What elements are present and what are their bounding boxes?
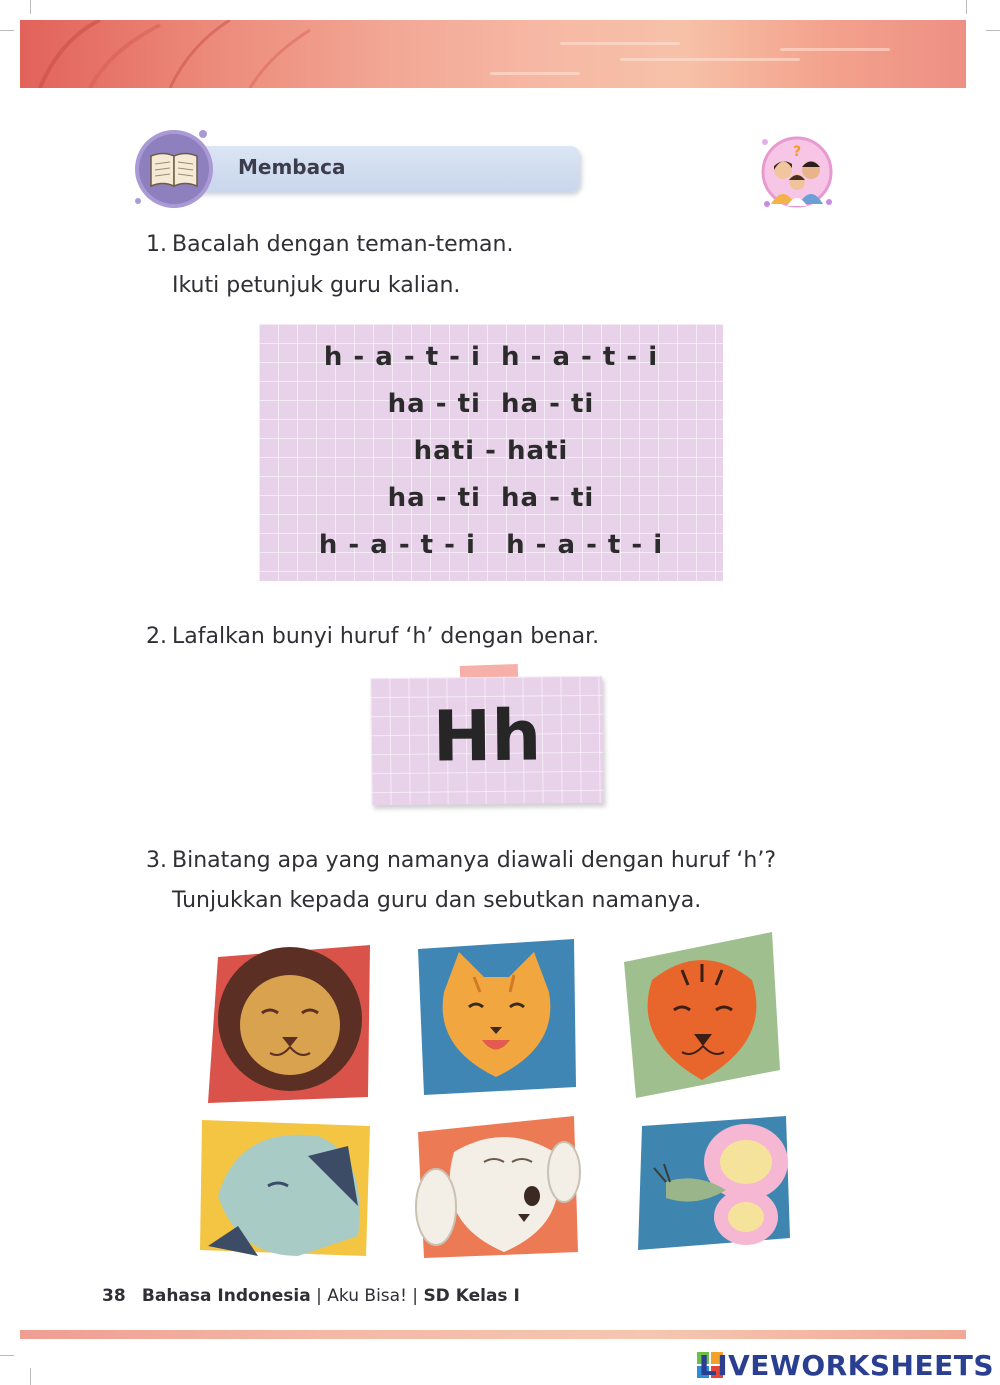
crop-mark (0, 1355, 14, 1356)
svg-text:?: ? (792, 144, 802, 160)
syllable-line-2: ha - ti ha - ti (387, 389, 595, 419)
section-title: Membaca (238, 155, 346, 179)
syllable-line-1: h - a - t - i h - a - t - i (323, 342, 659, 372)
page-footer (102, 1286, 520, 1306)
book-title: Bahasa Indonesia (141, 1286, 311, 1306)
crop-mark (986, 30, 1000, 31)
book-icon-circle (139, 134, 209, 204)
rabbit-picture (414, 1112, 582, 1262)
bottom-decorative-banner (20, 1330, 966, 1339)
book-subtitle: Aku Bisa! (327, 1286, 407, 1306)
syllable-line-3: hati - hati (413, 436, 569, 466)
crop-mark (0, 30, 14, 31)
instruction-1-line-2: Ikuti petunjuk guru kalian. (172, 273, 461, 298)
instruction-2-line-1: Lafalkan bunyi huruf ‘h’ dengan benar. (172, 624, 600, 649)
open-book-icon (139, 134, 209, 204)
shark-picture (198, 1116, 376, 1266)
footer-separator: | (406, 1286, 424, 1306)
instruction-2-number: 2. (146, 624, 167, 649)
butterfly-picture (636, 1112, 796, 1254)
crop-mark (30, 0, 31, 14)
tiger-picture (622, 930, 782, 1100)
top-decorative-banner (20, 20, 966, 88)
syllable-line-4: ha - ti ha - ti (387, 483, 595, 513)
cat-picture (414, 937, 579, 1099)
instruction-3-line-1: Binatang apa yang namanya diawali dengan huruf ‘h’? (172, 848, 777, 873)
leaf-pattern (20, 20, 320, 88)
instruction-3-number: 3. (146, 848, 167, 873)
crop-mark (30, 1368, 31, 1385)
instruction-3-line-2: Tunjukkan kepada guru dan sebutkan namanya. (172, 888, 702, 913)
letter-hh: Hh (432, 694, 542, 778)
letter-card (370, 676, 603, 805)
grade-label: SD Kelas I (423, 1286, 520, 1306)
lion-picture (200, 937, 375, 1107)
section-header (135, 130, 587, 206)
syllable-card (259, 324, 723, 581)
page-number: 38 (102, 1286, 126, 1306)
liveworksheets-watermark[interactable]: LIVEWORKSHEETS (698, 1349, 994, 1382)
crop-mark (966, 0, 967, 14)
children-question-icon (757, 134, 837, 214)
instruction-1-line-1: Bacalah dengan teman-teman. (172, 232, 514, 257)
syllable-line-5: h - a - t - i h - a - t - i (318, 530, 664, 560)
instruction-1-number: 1. (146, 232, 167, 257)
footer-separator: | (310, 1286, 328, 1306)
